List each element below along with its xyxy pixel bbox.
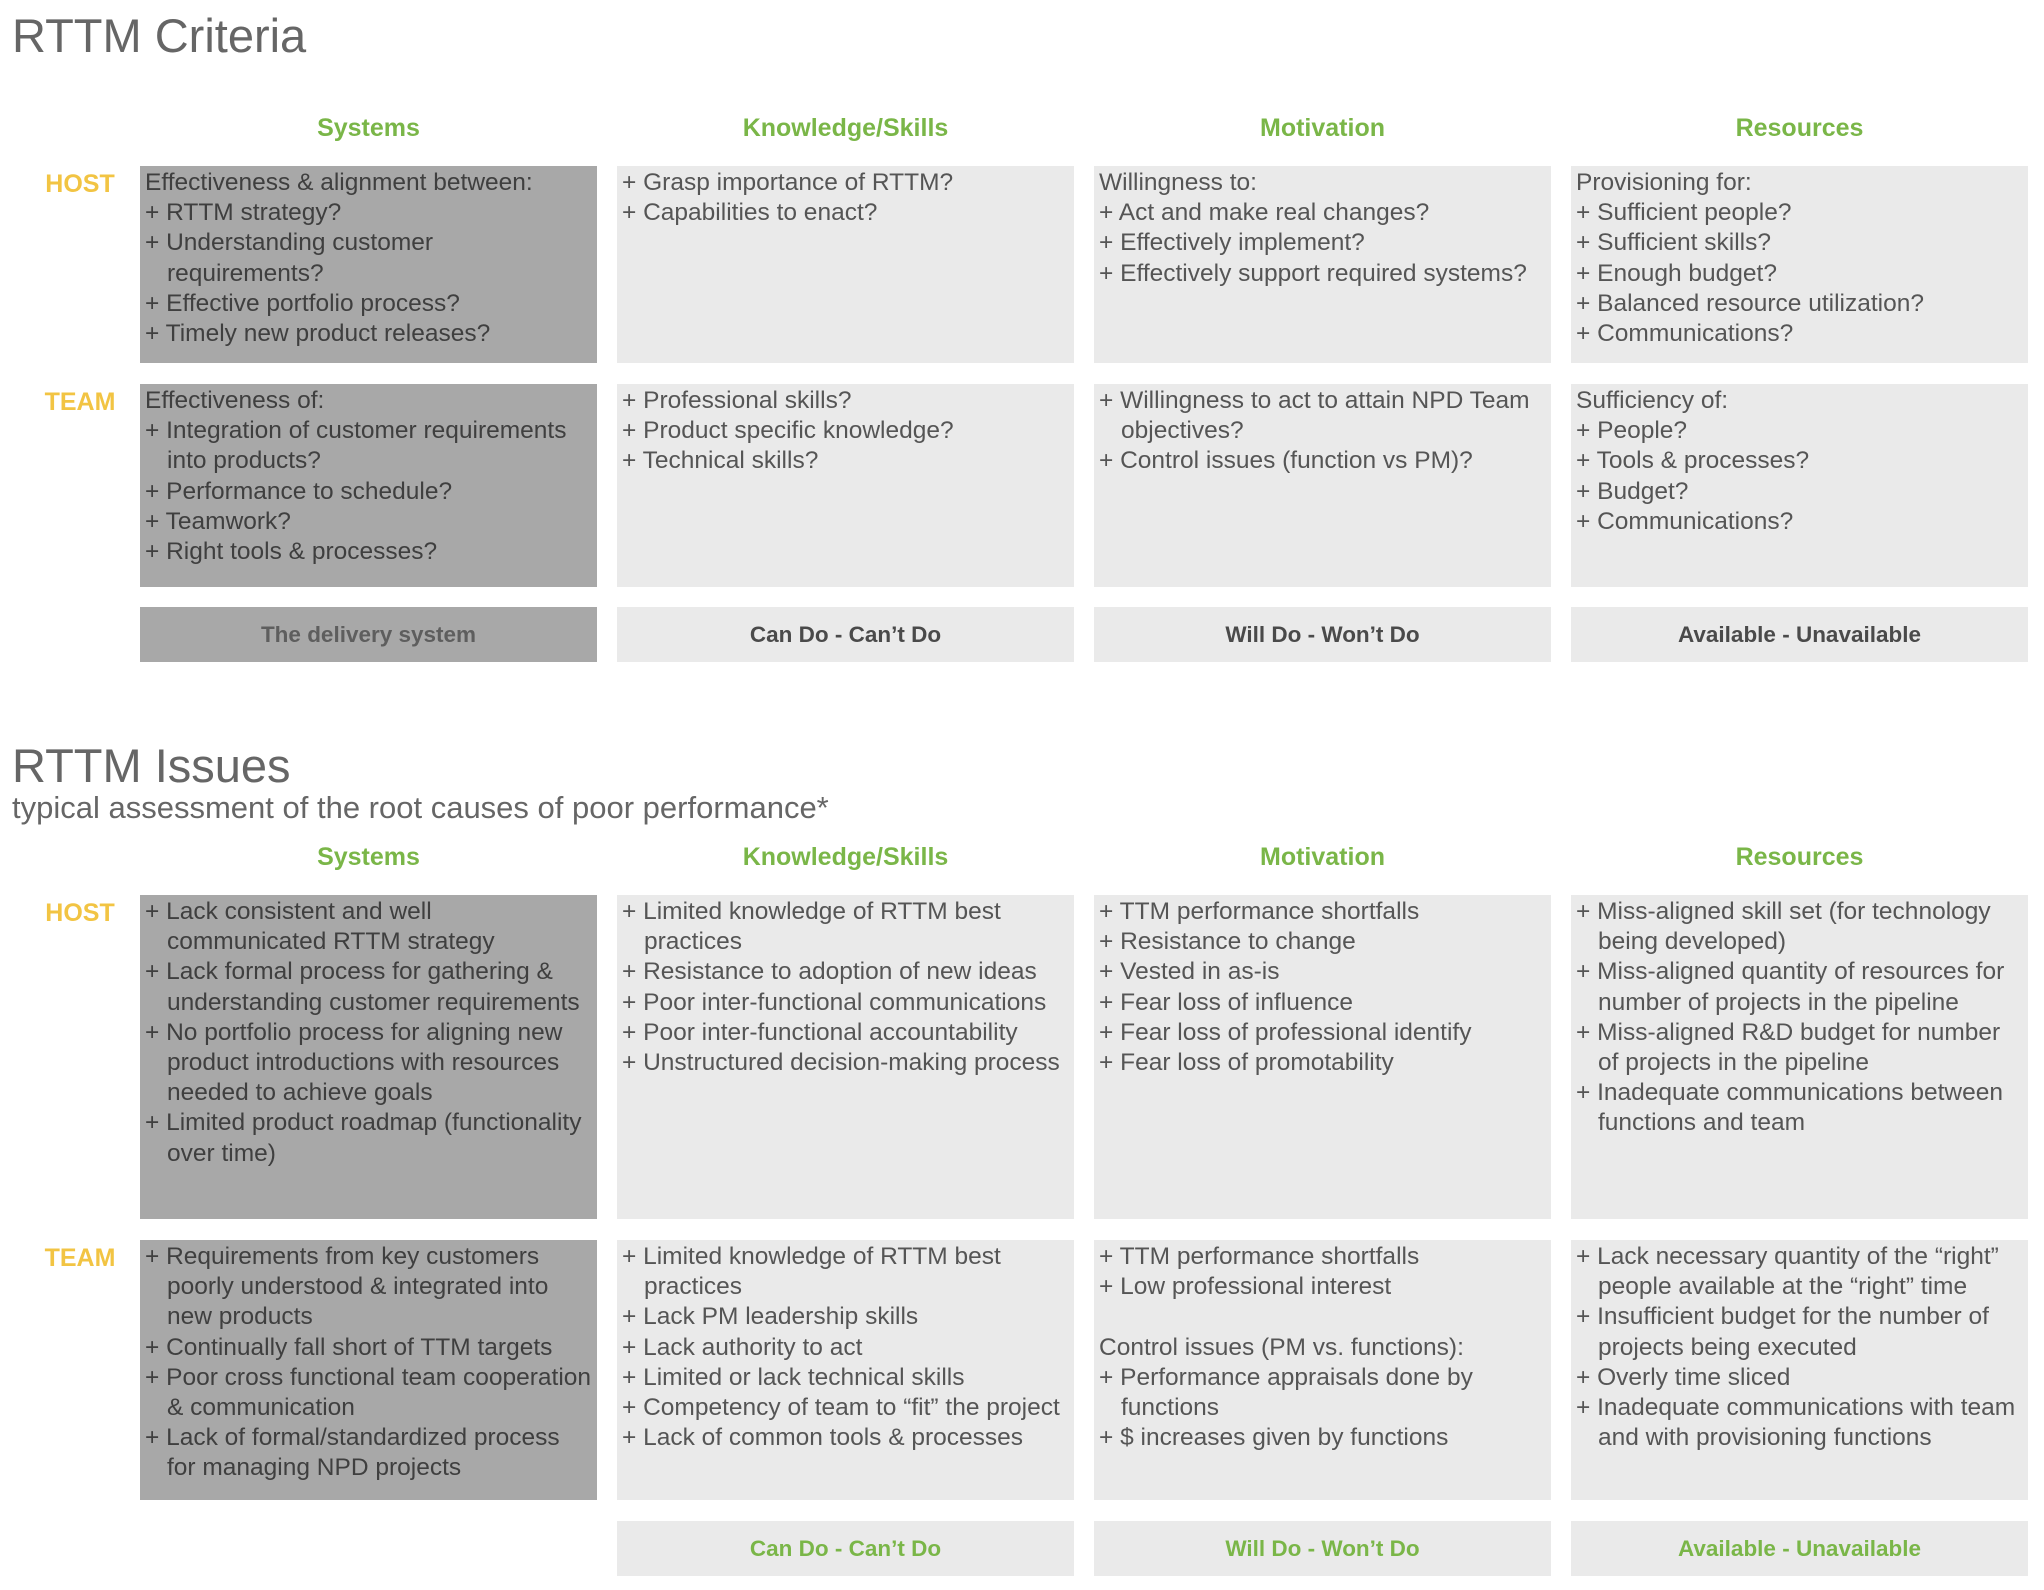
cell-line: + Grasp importance of RTTM? — [622, 169, 954, 196]
cell-line: + Communications? — [1576, 507, 1794, 535]
issues-host-resources — [1571, 895, 2028, 1219]
issues-col-knowledge: Knowledge/Skills — [742, 843, 949, 871]
issues-team-resources — [1571, 1240, 2028, 1500]
cell-line: + Fear loss of professional identify — [1099, 1018, 1472, 1046]
criteria-col-motivation: Motivation — [1260, 114, 1385, 142]
cell-line: + TTM performance shortfalls — [1099, 898, 1420, 925]
cell-line: Effectiveness of: — [145, 387, 325, 414]
cell-line: + Resistance to change — [1099, 928, 1356, 956]
issues-row-host: HOST — [45, 899, 115, 927]
cell-line: + Act and make real changes? — [1099, 199, 1430, 227]
issues-col-systems: Systems — [317, 843, 420, 871]
cell-line: + Limited knowledge of RTTM best practices — [622, 1243, 1001, 1301]
cell-line: + Lack formal process for gathering & understanding customer requirements — [145, 958, 580, 1016]
cell-line: + Poor cross functional team cooperation & communication — [145, 1363, 592, 1422]
criteria-host-systems — [140, 166, 597, 363]
cell-line: + Timely new product releases? — [145, 320, 491, 348]
cell-line: + Integration of customer requirements into products? — [145, 417, 567, 475]
cell-line: + Performance to schedule? — [145, 477, 453, 505]
cell-line: Effectiveness & alignment between: — [145, 169, 533, 196]
criteria-row-host: HOST — [45, 170, 115, 198]
cell-line: + Performance appraisals done by functions — [1099, 1363, 1473, 1421]
cell-line: + Miss-aligned quantity of resources for number of projects in the pipeline — [1576, 958, 2005, 1016]
cell-spacer — [1099, 1302, 1546, 1332]
cell-line: + Fear loss of promotability — [1099, 1049, 1394, 1077]
cell-line: + Inadequate communications between functions and team — [1576, 1079, 2003, 1137]
criteria-team-knowledge — [617, 384, 1074, 587]
criteria-col-knowledge: Knowledge/Skills — [742, 114, 949, 142]
cell-line: + Budget? — [1576, 477, 1689, 505]
issues-col-motivation: Motivation — [1260, 843, 1385, 871]
cell-line: + Miss-aligned R&D budget for number of projects in the pipeline — [1576, 1018, 2001, 1077]
cell-line: + People? — [1576, 417, 1688, 445]
issues-footer-motivation: Will Do - Won’t Do — [1094, 1521, 1551, 1576]
issues-row-team: TEAM — [44, 1244, 116, 1272]
cell-line: + Lack PM leadership skills — [622, 1303, 919, 1331]
issues-footer-knowledge: Can Do - Can’t Do — [617, 1521, 1074, 1576]
criteria-host-motivation — [1094, 166, 1551, 363]
cell-line: + Sufficient skills? — [1576, 229, 1771, 257]
cell-line: + Lack necessary quantity of the “right” people available at the “right” time — [1576, 1243, 1999, 1301]
issues-team-motivation — [1094, 1240, 1551, 1500]
criteria-col-resources: Resources — [1735, 114, 1864, 142]
cell-line: + $ increases given by functions — [1099, 1424, 1449, 1452]
cell-line: + Control issues (function vs PM)? — [1099, 447, 1473, 475]
cell-line: + Poor inter-functional accountability — [622, 1018, 1018, 1046]
criteria-row-team: TEAM — [44, 388, 116, 416]
criteria-host-resources — [1571, 166, 2028, 363]
cell-line: + Limited product roadmap (functionality over time) — [145, 1109, 582, 1167]
cell-line: Willingness to: — [1099, 169, 1257, 196]
cell-line: + Inadequate communications with team and with provisioning functions — [1576, 1394, 2016, 1452]
cell-line: Provisioning for: — [1576, 169, 1752, 196]
cell-line: + Understanding customer requirements? — [145, 229, 434, 287]
cell-line: + Effectively implement? — [1099, 229, 1365, 257]
cell-line: + Tools & processes? — [1576, 447, 1810, 475]
cell-line: + Teamwork? — [145, 507, 291, 535]
issues-footer-resources: Available - Unavailable — [1571, 1521, 2028, 1576]
cell-line: + No portfolio process for aligning new product introductions with resources needed to achieve goals — [145, 1018, 563, 1107]
cell-line: + Enough budget? — [1576, 259, 1777, 287]
cell-line: + Lack of common tools & processes — [622, 1424, 1024, 1452]
cell-line: + Continually fall short of TTM targets — [145, 1333, 553, 1361]
cell-line: + Resistance to adoption of new ideas — [622, 958, 1037, 986]
criteria-host-knowledge — [617, 166, 1074, 363]
cell-line: + Unstructured decision-making process — [622, 1049, 1060, 1077]
cell-line: + Limited knowledge of RTTM best practices — [622, 898, 1001, 956]
criteria-team-motivation — [1094, 384, 1551, 587]
cell-line: + Professional skills? — [622, 387, 852, 414]
cell-line: + Effective portfolio process? — [145, 289, 460, 317]
criteria-footer-systems: The delivery system — [140, 607, 597, 662]
criteria-footer-resources: Available - Unavailable — [1571, 607, 2028, 662]
issues-title: RTTM Issues — [12, 739, 291, 792]
criteria-title: RTTM Criteria — [12, 9, 307, 62]
issues-subtitle: typical assessment of the root causes of poor performance* — [12, 790, 829, 825]
cell-line: Control issues (PM vs. functions): — [1099, 1333, 1464, 1361]
cell-line: + Sufficient people? — [1576, 199, 1792, 227]
cell-line: + Product specific knowledge? — [622, 417, 954, 445]
cell-line: + Vested in as-is — [1099, 958, 1280, 986]
cell-line: + Lack consistent and well communicated RTTM strategy — [145, 898, 495, 956]
cell-line: + Lack of formal/standardized process for managing NPD projects — [145, 1424, 560, 1482]
cell-line: + Effectively support required systems? — [1099, 259, 1527, 287]
issues-host-systems — [140, 895, 597, 1219]
cell-line: + Overly time sliced — [1576, 1363, 1791, 1391]
criteria-team-systems — [140, 384, 597, 587]
issues-team-systems — [140, 1240, 597, 1500]
cell-line: + Balanced resource utilization? — [1576, 289, 1924, 317]
cell-line: + Poor inter-functional communications — [622, 988, 1047, 1016]
cell-line: + Competency of team to “fit” the project — [622, 1394, 1060, 1422]
cell-line: + Fear loss of influence — [1099, 988, 1353, 1016]
issues-host-motivation — [1094, 895, 1551, 1219]
cell-line: + Limited or lack technical skills — [622, 1363, 965, 1391]
cell-line: + Willingness to act to attain NPD Team objectives? — [1099, 387, 1530, 445]
cell-line: + Technical skills? — [622, 447, 819, 475]
cell-line: Sufficiency of: — [1576, 387, 1729, 414]
cell-line: + Lack authority to act — [622, 1333, 863, 1361]
cell-line: + Requirements from key customers poorly understood & integrated into new products — [145, 1243, 549, 1331]
cell-line: + Communications? — [1576, 320, 1794, 348]
criteria-team-resources — [1571, 384, 2028, 587]
cell-line: + Capabilities to enact? — [622, 199, 878, 227]
cell-line: + RTTM strategy? — [145, 199, 342, 227]
criteria-footer-motivation: Will Do - Won’t Do — [1094, 607, 1551, 662]
cell-line: + TTM performance shortfalls — [1099, 1243, 1420, 1270]
cell-line: + Miss-aligned skill set (for technology being developed) — [1576, 898, 1991, 956]
issues-host-knowledge — [617, 895, 1074, 1219]
criteria-footer-knowledge: Can Do - Can’t Do — [617, 607, 1074, 662]
criteria-col-systems: Systems — [317, 114, 420, 142]
cell-line: + Insufficient budget for the number of projects being executed — [1576, 1303, 1989, 1361]
issues-team-knowledge — [617, 1240, 1074, 1500]
issues-col-resources: Resources — [1735, 843, 1864, 871]
cell-line: + Right tools & processes? — [145, 538, 438, 566]
cell-line: + Low professional interest — [1099, 1273, 1392, 1301]
